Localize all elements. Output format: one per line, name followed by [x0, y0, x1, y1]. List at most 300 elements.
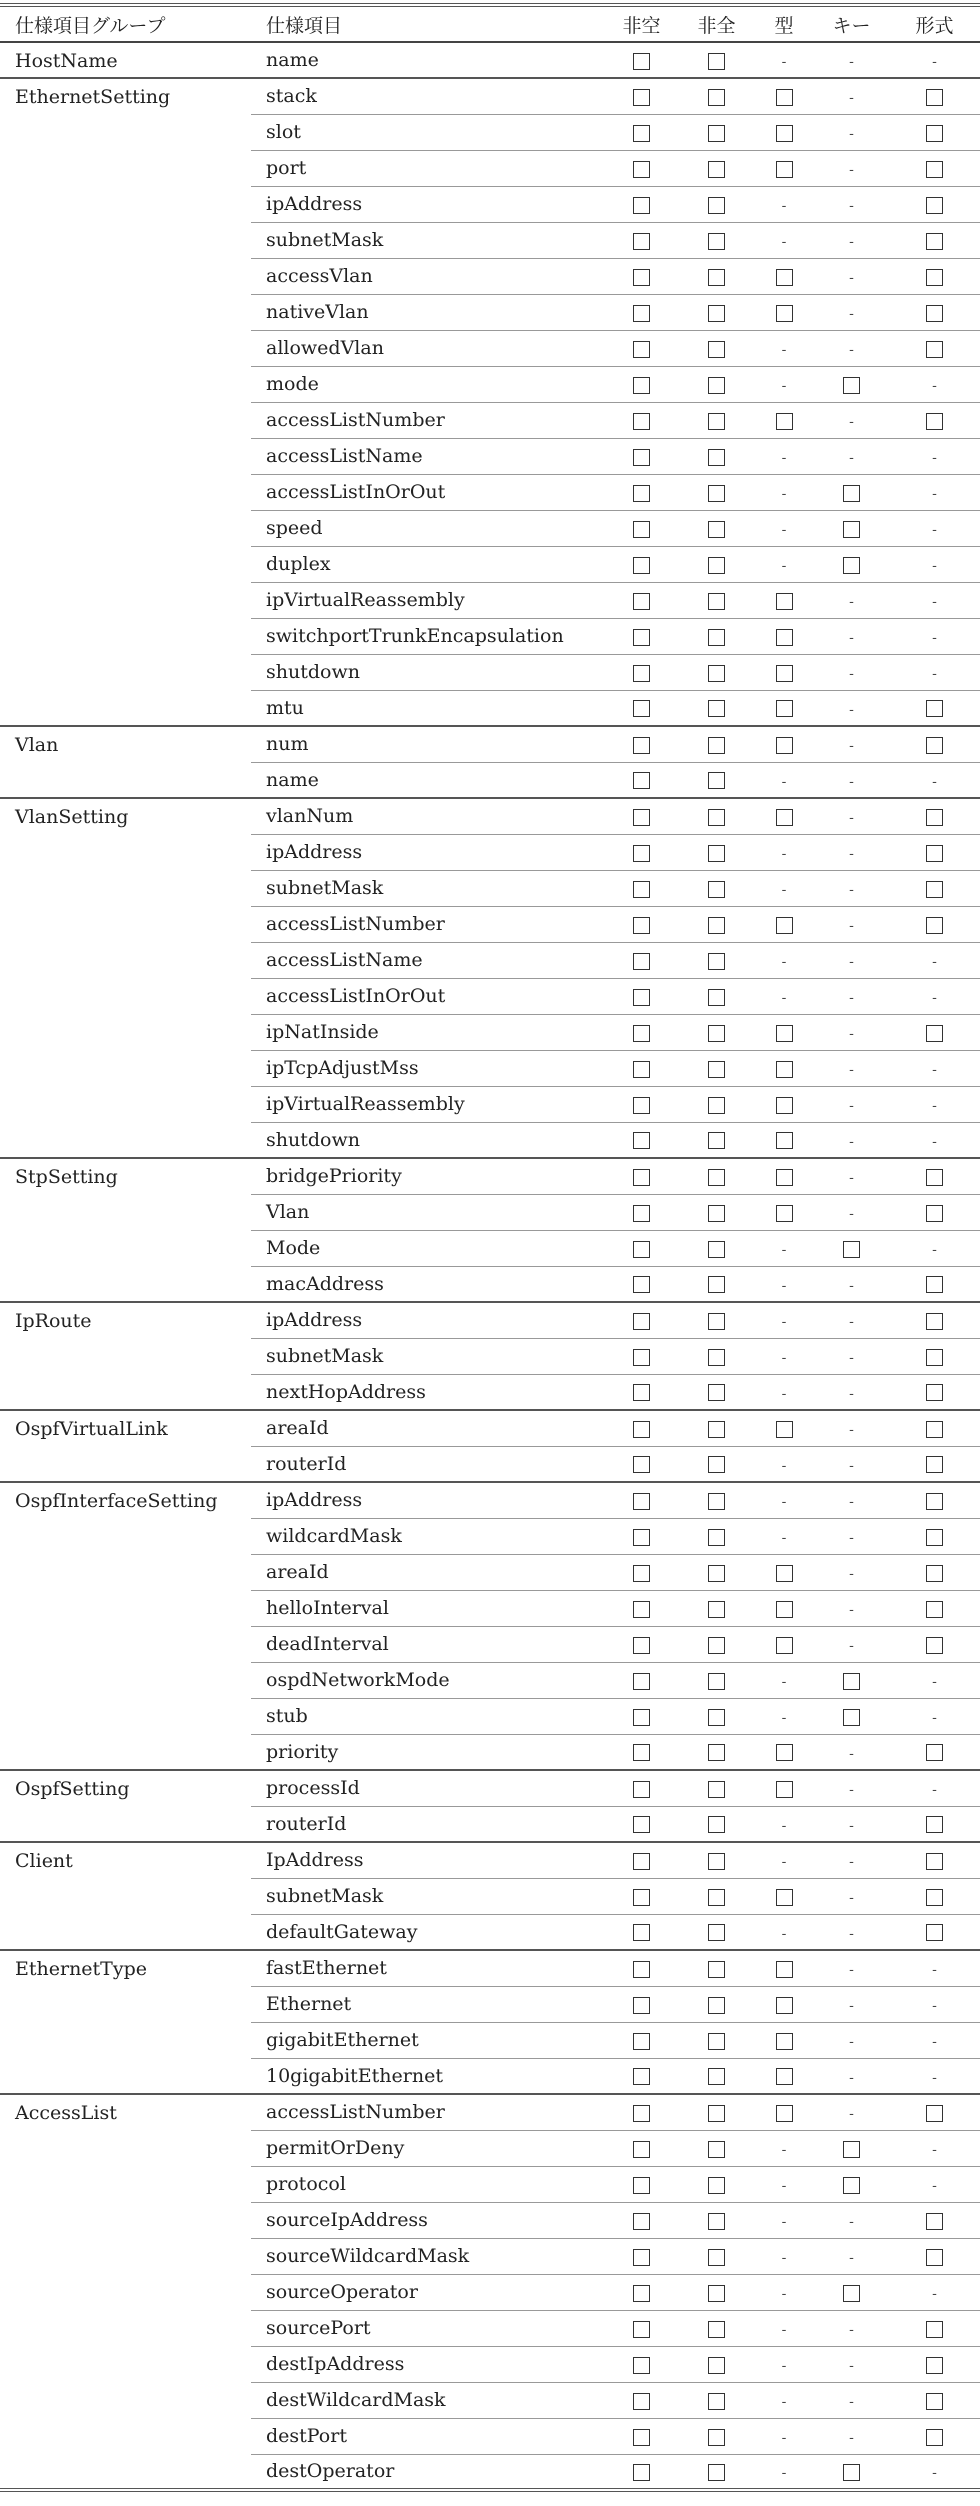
not-applicable-dash: -: [781, 234, 787, 250]
cell-type: [754, 2418, 814, 2454]
checkbox-icon[interactable]: [926, 89, 943, 106]
table-row: [0, 1950, 980, 1986]
checkbox-icon[interactable]: [633, 2105, 650, 2122]
checkbox-icon[interactable]: [843, 521, 860, 538]
checkbox-icon[interactable]: [776, 1169, 793, 1186]
checkbox-icon[interactable]: [926, 881, 943, 898]
checkbox-icon[interactable]: [926, 809, 943, 826]
checkbox-icon[interactable]: [633, 269, 650, 286]
checkbox-icon[interactable]: [633, 1349, 650, 1366]
checkbox-icon[interactable]: [926, 1816, 943, 1833]
checkbox-icon[interactable]: [633, 700, 650, 717]
checkbox-icon[interactable]: [633, 917, 650, 934]
not-applicable-dash: -: [849, 54, 854, 70]
checkbox-icon[interactable]: [776, 1061, 793, 1078]
checkbox-icon[interactable]: [926, 1313, 943, 1330]
checkbox-icon[interactable]: [926, 1601, 943, 1618]
cell-key: [814, 150, 889, 186]
checkbox-icon[interactable]: [708, 1529, 725, 1546]
item-name: speed: [266, 517, 323, 539]
item-name: accessListInOrOut: [266, 481, 446, 503]
not-applicable-dash: -: [849, 1745, 854, 1762]
checkbox-icon[interactable]: [843, 1709, 860, 1726]
checkbox-icon[interactable]: [926, 269, 943, 286]
not-applicable-dash: -: [932, 2142, 937, 2158]
checkbox-icon[interactable]: [708, 1493, 725, 1510]
checkbox-icon[interactable]: [776, 1601, 793, 1618]
checkbox-icon[interactable]: [926, 1565, 943, 1582]
item-name: subnetMask: [266, 1345, 384, 1367]
checkbox-icon[interactable]: [708, 2177, 725, 2194]
checkbox-icon[interactable]: [776, 1097, 793, 1114]
item-name: bridgePriority: [266, 1165, 402, 1188]
not-applicable-dash: -: [849, 162, 854, 178]
checkbox-icon[interactable]: [633, 2213, 650, 2230]
checkbox-icon[interactable]: [633, 2285, 650, 2302]
checkbox-icon[interactable]: [776, 1961, 793, 1978]
checkbox-icon[interactable]: [708, 2285, 725, 2302]
checkbox-icon[interactable]: [926, 2213, 943, 2230]
checkbox-icon[interactable]: [633, 809, 650, 826]
checkbox-icon[interactable]: [708, 1709, 725, 1726]
checkbox-icon[interactable]: [633, 521, 650, 538]
cell-format: [889, 2058, 980, 2094]
not-applicable-dash: -: [849, 1890, 854, 1906]
checkbox-icon[interactable]: [633, 1816, 650, 1833]
checkbox-icon[interactable]: [633, 557, 650, 574]
checkbox-icon[interactable]: [708, 737, 725, 754]
checkbox-icon[interactable]: [633, 1205, 650, 1222]
checkbox-icon[interactable]: [776, 1205, 793, 1222]
cell-key: [814, 870, 889, 906]
cell-key: [814, 1662, 889, 1698]
not-applicable-dash: -: [781, 846, 787, 862]
checkbox-icon[interactable]: [633, 1061, 650, 1078]
checkbox-icon[interactable]: [708, 1097, 725, 1114]
checkbox-icon[interactable]: [926, 2249, 943, 2266]
checkbox-icon[interactable]: [633, 89, 650, 106]
checkbox-icon[interactable]: [708, 2429, 725, 2446]
cell-non-full: [679, 1338, 754, 1374]
checkbox-icon[interactable]: [708, 881, 725, 898]
checkbox-icon[interactable]: [708, 125, 725, 142]
checkbox-icon[interactable]: [708, 2357, 725, 2374]
checkbox-icon[interactable]: [776, 161, 793, 178]
checkbox-icon[interactable]: [633, 1924, 650, 1941]
cell-format: [889, 474, 980, 510]
checkbox-icon[interactable]: [708, 2321, 725, 2338]
checkbox-icon[interactable]: [633, 1169, 650, 1186]
checkbox-icon[interactable]: [633, 593, 650, 610]
not-applicable-dash: -: [932, 1062, 937, 1078]
checkbox-icon[interactable]: [708, 1132, 725, 1149]
checkbox-icon[interactable]: [843, 1241, 860, 1258]
not-applicable-dash: -: [849, 918, 854, 934]
checkbox-icon[interactable]: [708, 557, 725, 574]
checkbox-icon[interactable]: [708, 2068, 725, 2085]
item-name: helloInterval: [266, 1597, 389, 1619]
checkbox-icon[interactable]: [708, 2393, 725, 2410]
checkbox-icon[interactable]: [708, 2464, 725, 2481]
checkbox-icon[interactable]: [708, 1997, 725, 2014]
checkbox-icon[interactable]: [926, 1456, 943, 1473]
checkbox-icon[interactable]: [776, 2068, 793, 2085]
checkbox-icon[interactable]: [926, 845, 943, 862]
checkbox-icon[interactable]: [633, 1456, 650, 1473]
checkbox-icon[interactable]: [633, 1421, 650, 1438]
checkbox-icon[interactable]: [926, 737, 943, 754]
item-name: shutdown: [266, 661, 360, 683]
checkbox-icon[interactable]: [633, 1565, 650, 1582]
checkbox-icon[interactable]: [708, 449, 725, 466]
checkbox-icon[interactable]: [633, 2357, 650, 2374]
checkbox-icon[interactable]: [633, 665, 650, 682]
not-applicable-dash: -: [849, 594, 854, 610]
cell-type: [754, 1302, 814, 1338]
checkbox-icon[interactable]: [926, 1853, 943, 1870]
checkbox-icon[interactable]: [708, 772, 725, 789]
checkbox-icon[interactable]: [926, 1025, 943, 1042]
checkbox-icon[interactable]: [633, 989, 650, 1006]
checkbox-icon[interactable]: [633, 2068, 650, 2085]
checkbox-icon[interactable]: [926, 341, 943, 358]
checkbox-icon[interactable]: [708, 1816, 725, 1833]
checkbox-icon[interactable]: [633, 1097, 650, 1114]
checkbox-icon[interactable]: [926, 125, 943, 142]
not-applicable-dash: -: [849, 1098, 854, 1114]
cell-type: [754, 1158, 814, 1194]
checkbox-icon[interactable]: [926, 1384, 943, 1401]
checkbox-icon[interactable]: [708, 1169, 725, 1186]
not-applicable-dash: -: [932, 1242, 937, 1258]
cell-non-empty: [604, 582, 679, 618]
checkbox-icon[interactable]: [633, 1709, 650, 1726]
not-applicable-dash: -: [849, 2358, 854, 2374]
checkbox-icon[interactable]: [633, 1961, 650, 1978]
checkbox-icon[interactable]: [633, 629, 650, 646]
checkbox-icon[interactable]: [843, 485, 860, 502]
checkbox-icon[interactable]: [926, 1744, 943, 1761]
checkbox-icon[interactable]: [708, 413, 725, 430]
not-applicable-dash: -: [781, 342, 787, 358]
checkbox-icon[interactable]: [708, 305, 725, 322]
checkbox-icon[interactable]: [843, 377, 860, 394]
checkbox-icon[interactable]: [633, 1889, 650, 1906]
checkbox-icon[interactable]: [843, 2141, 860, 2158]
not-applicable-dash: -: [781, 882, 787, 898]
cell-non-empty: [604, 1986, 679, 2022]
checkbox-icon[interactable]: [776, 1781, 793, 1798]
checkbox-icon[interactable]: [776, 1889, 793, 1906]
checkbox-icon[interactable]: [776, 1565, 793, 1582]
checkbox-icon[interactable]: [633, 197, 650, 214]
checkbox-icon[interactable]: [926, 197, 943, 214]
checkbox-icon[interactable]: [926, 700, 943, 717]
table-header: [0, 5, 980, 42]
checkbox-icon[interactable]: [776, 2105, 793, 2122]
checkbox-icon[interactable]: [708, 1384, 725, 1401]
cell-format: [889, 1806, 980, 1842]
checkbox-icon[interactable]: [708, 1853, 725, 1870]
checkbox-icon[interactable]: [633, 305, 650, 322]
checkbox-icon[interactable]: [708, 665, 725, 682]
cell-non-empty: [604, 1410, 679, 1446]
checkbox-icon[interactable]: [708, 629, 725, 646]
checkbox-icon[interactable]: [633, 1493, 650, 1510]
cell-format: [889, 1914, 980, 1950]
table-row: [0, 78, 980, 114]
header-item: 仕様項目: [266, 14, 343, 37]
cell-type: [754, 1482, 814, 1518]
item-name: accessListInOrOut: [266, 985, 446, 1007]
checkbox-icon[interactable]: [708, 2249, 725, 2266]
checkbox-icon[interactable]: [633, 449, 650, 466]
item-name: name: [266, 49, 319, 71]
checkbox-icon[interactable]: [633, 737, 650, 754]
checkbox-icon[interactable]: [633, 2177, 650, 2194]
cell-key: [814, 2238, 889, 2274]
checkbox-icon[interactable]: [633, 2464, 650, 2481]
checkbox-icon[interactable]: [633, 1853, 650, 1870]
checkbox-icon[interactable]: [633, 2033, 650, 2050]
cell-type: [754, 2454, 814, 2490]
checkbox-icon[interactable]: [843, 1673, 860, 1690]
checkbox-icon[interactable]: [708, 1889, 725, 1906]
cell-non-full: [679, 870, 754, 906]
cell-type: [754, 438, 814, 474]
cell-non-full: [679, 1266, 754, 1302]
cell-format: [889, 2274, 980, 2310]
cell-format: [889, 1194, 980, 1230]
checkbox-icon[interactable]: [633, 125, 650, 142]
checkbox-icon[interactable]: [708, 1924, 725, 1941]
item-name: routerId: [266, 1452, 347, 1475]
checkbox-icon[interactable]: [926, 161, 943, 178]
checkbox-icon[interactable]: [776, 125, 793, 142]
checkbox-icon[interactable]: [633, 2141, 650, 2158]
checkbox-icon[interactable]: [843, 2285, 860, 2302]
checkbox-icon[interactable]: [926, 413, 943, 430]
checkbox-icon[interactable]: [926, 2105, 943, 2122]
checkbox-icon[interactable]: [708, 1744, 725, 1761]
cell-key: [814, 546, 889, 582]
cell-key: [814, 1950, 889, 1986]
not-applicable-dash: -: [849, 630, 854, 646]
cell-non-empty: [604, 654, 679, 690]
checkbox-icon[interactable]: [926, 1924, 943, 1941]
checkbox-icon[interactable]: [926, 305, 943, 322]
checkbox-icon[interactable]: [708, 1241, 725, 1258]
checkbox-icon[interactable]: [926, 1493, 943, 1510]
checkbox-icon[interactable]: [708, 1313, 725, 1330]
checkbox-icon[interactable]: [708, 2141, 725, 2158]
checkbox-icon[interactable]: [708, 1061, 725, 1078]
checkbox-icon[interactable]: [776, 413, 793, 430]
checkbox-icon[interactable]: [633, 1132, 650, 1149]
checkbox-icon[interactable]: [708, 917, 725, 934]
checkbox-icon[interactable]: [633, 2429, 650, 2446]
checkbox-icon[interactable]: [708, 989, 725, 1006]
checkbox-icon[interactable]: [926, 1421, 943, 1438]
checkbox-icon[interactable]: [926, 1205, 943, 1222]
checkbox-icon[interactable]: [708, 161, 725, 178]
item-name: protocol: [266, 2173, 346, 2195]
checkbox-icon[interactable]: [708, 1421, 725, 1438]
cell-non-empty: [604, 798, 679, 834]
checkbox-icon[interactable]: [776, 2033, 793, 2050]
checkbox-icon[interactable]: [708, 1025, 725, 1042]
checkbox-icon[interactable]: [633, 1997, 650, 2014]
checkbox-icon[interactable]: [633, 2321, 650, 2338]
cell-non-full: [679, 438, 754, 474]
checkbox-icon[interactable]: [633, 1313, 650, 1330]
checkbox-icon[interactable]: [926, 2321, 943, 2338]
checkbox-icon[interactable]: [633, 2249, 650, 2266]
checkbox-icon[interactable]: [708, 269, 725, 286]
checkbox-icon[interactable]: [776, 269, 793, 286]
checkbox-icon[interactable]: [708, 1961, 725, 1978]
checkbox-icon[interactable]: [633, 1781, 650, 1798]
checkbox-icon[interactable]: [708, 485, 725, 502]
checkbox-icon[interactable]: [708, 1565, 725, 1582]
not-applicable-dash: -: [849, 1602, 854, 1618]
checkbox-icon[interactable]: [708, 1276, 725, 1293]
checkbox-icon[interactable]: [708, 2033, 725, 2050]
checkbox-icon[interactable]: [633, 233, 650, 250]
checkbox-icon[interactable]: [708, 197, 725, 214]
checkbox-icon[interactable]: [776, 305, 793, 322]
cell-type: [754, 402, 814, 438]
checkbox-icon[interactable]: [776, 629, 793, 646]
checkbox-icon[interactable]: [633, 53, 650, 70]
checkbox-icon[interactable]: [708, 233, 725, 250]
checkbox-icon[interactable]: [926, 917, 943, 934]
checkbox-icon[interactable]: [926, 2357, 943, 2374]
checkbox-icon[interactable]: [843, 2464, 860, 2481]
checkbox-icon[interactable]: [708, 377, 725, 394]
checkbox-icon[interactable]: [633, 845, 650, 862]
checkbox-icon[interactable]: [776, 917, 793, 934]
not-applicable-dash: -: [849, 701, 854, 718]
checkbox-icon[interactable]: [926, 1276, 943, 1293]
not-applicable-dash: -: [932, 1998, 937, 2014]
checkbox-icon[interactable]: [708, 2105, 725, 2122]
checkbox-icon[interactable]: [633, 1384, 650, 1401]
checkbox-icon[interactable]: [633, 377, 650, 394]
checkbox-icon[interactable]: [708, 1456, 725, 1473]
not-applicable-dash: -: [849, 1457, 854, 1474]
checkbox-icon[interactable]: [776, 809, 793, 826]
cell-non-empty: [604, 2418, 679, 2454]
checkbox-icon[interactable]: [776, 1421, 793, 1438]
cell-key: [814, 1302, 889, 1338]
checkbox-icon[interactable]: [708, 89, 725, 106]
cell-key: [814, 1266, 889, 1302]
cell-key: [814, 2418, 889, 2454]
checkbox-icon[interactable]: [926, 1637, 943, 1654]
checkbox-icon[interactable]: [633, 485, 650, 502]
cell-non-empty: [604, 1230, 679, 1266]
checkbox-icon[interactable]: [708, 1637, 725, 1654]
checkbox-icon[interactable]: [708, 2213, 725, 2230]
checkbox-icon[interactable]: [926, 2393, 943, 2410]
cell-key: [814, 2202, 889, 2238]
checkbox-icon[interactable]: [708, 809, 725, 826]
cell-key: [814, 510, 889, 546]
checkbox-icon[interactable]: [776, 1637, 793, 1654]
checkbox-icon[interactable]: [708, 845, 725, 862]
checkbox-icon[interactable]: [633, 1241, 650, 1258]
checkbox-icon[interactable]: [633, 1601, 650, 1618]
checkbox-icon[interactable]: [633, 341, 650, 358]
checkbox-icon[interactable]: [633, 413, 650, 430]
checkbox-icon[interactable]: [926, 1889, 943, 1906]
cell-key: [814, 2454, 889, 2490]
checkbox-icon[interactable]: [776, 1997, 793, 2014]
table-row: [0, 726, 980, 762]
checkbox-icon[interactable]: [843, 2177, 860, 2194]
cell-type: [754, 726, 814, 762]
checkbox-icon[interactable]: [633, 161, 650, 178]
checkbox-icon[interactable]: [708, 1781, 725, 1798]
cell-type: [754, 2274, 814, 2310]
checkbox-icon[interactable]: [926, 233, 943, 250]
checkbox-icon[interactable]: [926, 1169, 943, 1186]
checkbox-icon[interactable]: [633, 881, 650, 898]
checkbox-icon[interactable]: [926, 2429, 943, 2446]
cell-type: [754, 366, 814, 402]
checkbox-icon[interactable]: [708, 1673, 725, 1690]
not-applicable-dash: -: [781, 1385, 787, 1402]
checkbox-icon[interactable]: [708, 700, 725, 717]
checkbox-icon[interactable]: [926, 1349, 943, 1366]
checkbox-icon[interactable]: [633, 1744, 650, 1761]
checkbox-icon[interactable]: [633, 1637, 650, 1654]
checkbox-icon[interactable]: [708, 1349, 725, 1366]
checkbox-icon[interactable]: [776, 1744, 793, 1761]
checkbox-icon[interactable]: [776, 89, 793, 106]
cell-non-empty: [604, 2310, 679, 2346]
checkbox-icon[interactable]: [776, 700, 793, 717]
checkbox-icon[interactable]: [633, 1529, 650, 1546]
checkbox-icon[interactable]: [708, 593, 725, 610]
checkbox-icon[interactable]: [633, 1673, 650, 1690]
checkbox-icon[interactable]: [776, 1132, 793, 1149]
checkbox-icon[interactable]: [843, 557, 860, 574]
checkbox-icon[interactable]: [776, 1025, 793, 1042]
cell-non-full: [679, 582, 754, 618]
checkbox-icon[interactable]: [776, 665, 793, 682]
checkbox-icon[interactable]: [633, 1025, 650, 1042]
not-applicable-dash: -: [849, 270, 854, 286]
checkbox-icon[interactable]: [708, 521, 725, 538]
cell-format: [889, 1302, 980, 1338]
checkbox-icon[interactable]: [708, 53, 725, 70]
checkbox-icon[interactable]: [708, 1205, 725, 1222]
cell-non-full: [679, 1050, 754, 1086]
not-applicable-dash: -: [849, 1998, 854, 2014]
checkbox-icon[interactable]: [633, 1276, 650, 1293]
checkbox-icon[interactable]: [776, 737, 793, 754]
checkbox-icon[interactable]: [633, 953, 650, 970]
checkbox-icon[interactable]: [633, 2393, 650, 2410]
checkbox-icon[interactable]: [708, 341, 725, 358]
checkbox-icon[interactable]: [708, 953, 725, 970]
checkbox-icon[interactable]: [776, 593, 793, 610]
checkbox-icon[interactable]: [926, 1529, 943, 1546]
checkbox-icon[interactable]: [708, 1601, 725, 1618]
checkbox-icon[interactable]: [633, 772, 650, 789]
